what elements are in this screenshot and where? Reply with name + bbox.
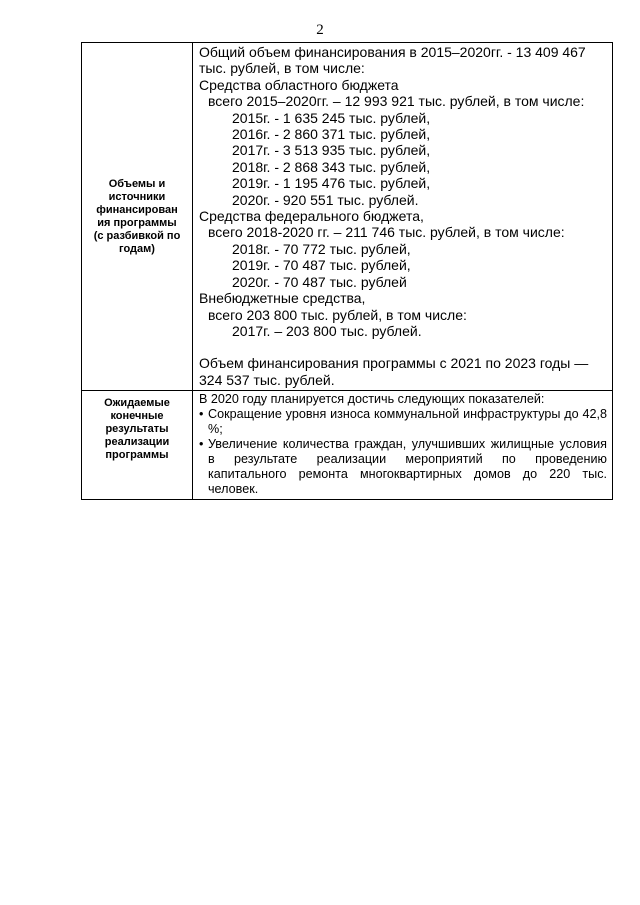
- results-label-line: программы: [105, 449, 169, 462]
- results-label-line: Ожидаемые: [104, 397, 170, 410]
- page-number: 2: [316, 22, 324, 38]
- financing-line: 2020г. - 70 487 тыс. рублей: [232, 273, 407, 290]
- financing-line: Общий объем финансирования в 2015–2020гг. - 13 409 467: [199, 44, 586, 60]
- results-label: [82, 391, 193, 500]
- financing-lines: [199, 44, 607, 388]
- financing-line: Внебюджетные средства,: [199, 290, 366, 307]
- financing-line: 2018г. - 70 772 тыс. рублей,: [232, 240, 411, 257]
- results-label-line: реализации: [104, 436, 170, 449]
- financing-line: 2015г. - 1 635 245 тыс. рублей,: [232, 109, 431, 126]
- financing-line: 2017г. – 203 800 тыс. рублей.: [232, 322, 422, 339]
- financing-line: 2017г. - 3 513 935 тыс. рублей,: [232, 142, 431, 159]
- results-row: [82, 391, 613, 500]
- financing-label-line: источники: [108, 190, 166, 203]
- financing-line: 324 537 тыс. рублей.: [199, 371, 335, 388]
- financing-line: 2016г. - 2 860 371 тыс. рублей,: [232, 126, 431, 143]
- financing-spacer: [199, 339, 607, 355]
- bullet-icon: •: [199, 437, 204, 452]
- financing-line: Средства областного бюджета: [199, 76, 399, 93]
- financing-line: всего 2015–2020гг. – 12 993 921 тыс. рублей, в том числе:: [208, 93, 585, 110]
- financing-label: [82, 43, 193, 391]
- financing-line: 2020г. - 920 551 тыс. рублей.: [232, 191, 419, 208]
- results-intro: В 2020 году планируется достичь следующих показателей:: [199, 392, 545, 407]
- financing-details: [193, 43, 613, 391]
- results-bullet: [199, 437, 607, 497]
- financing-label-line: Объемы и: [108, 177, 166, 190]
- results-bullet-text: Увеличение количества граждан, улучшивших жилищные условия в результате реализации мероприятий по проведению капитального ремонта многоквартирных домов до 220 тыс. человек.: [208, 437, 607, 497]
- financing-line: Объем финансирования программы с 2021 по 2023 годы —: [199, 355, 589, 372]
- financing-label-line: ия программы: [97, 216, 177, 229]
- financing-label-line: годам): [119, 242, 155, 255]
- bullet-icon: •: [199, 407, 204, 422]
- results-label-line: конечные: [110, 410, 164, 423]
- financing-row: [82, 43, 613, 391]
- financing-label-line: (с разбивкой по: [93, 229, 181, 242]
- results-label-line: результаты: [105, 423, 169, 436]
- financing-line: Средства федерального бюджета,: [199, 208, 424, 225]
- financing-line: 2019г. - 70 487 тыс. рублей,: [232, 257, 411, 274]
- results-bullet: [199, 407, 607, 437]
- financing-line: тыс. рублей, в том числе:: [199, 60, 365, 77]
- financing-line: всего 2018-2020 гг. – 211 746 тыс. рублей, в том числе:: [208, 224, 565, 241]
- results-bullet-text: Сокращение уровня износа коммунальной инфраструктуры до 42,8 %;: [208, 407, 607, 437]
- financing-line: 2018г. - 2 868 343 тыс. рублей,: [232, 158, 431, 175]
- financing-line: всего 203 800 тыс. рублей, в том числе:: [208, 306, 467, 323]
- financing-line: 2019г. - 1 195 476 тыс. рублей,: [232, 175, 431, 192]
- results-details: [193, 391, 613, 500]
- program-passport-table: [81, 42, 613, 500]
- financing-label-line: финансирован: [96, 203, 178, 216]
